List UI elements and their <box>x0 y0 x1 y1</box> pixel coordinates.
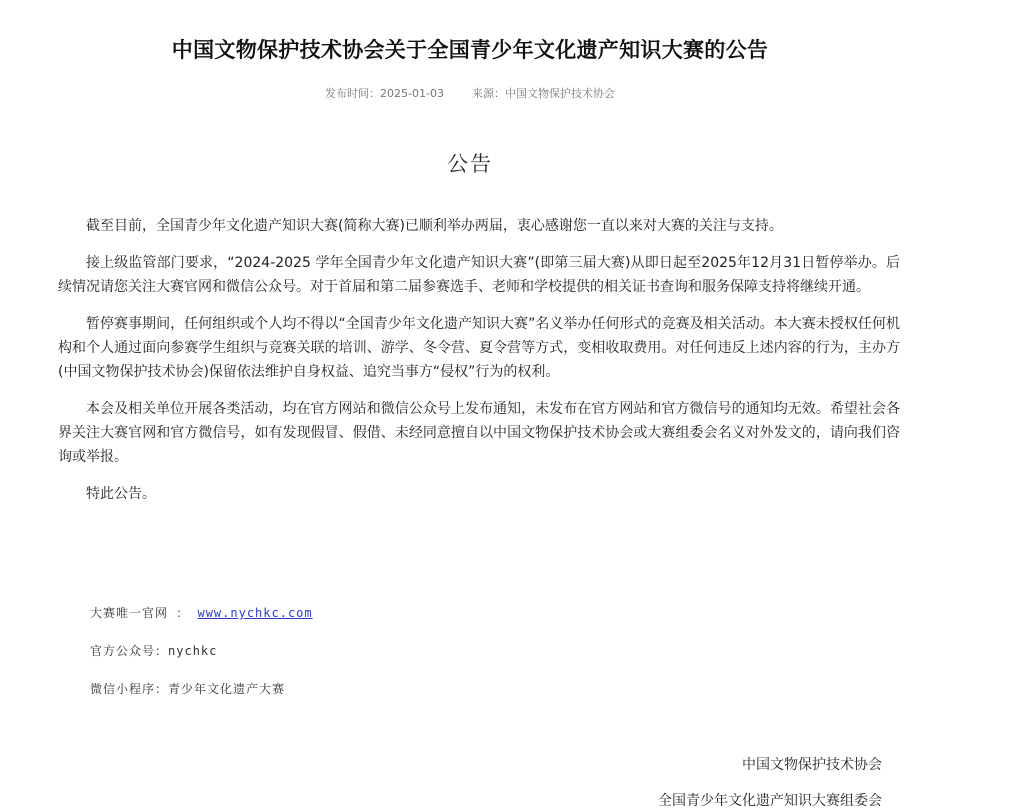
paragraph-5: 特此公告。 <box>86 486 156 502</box>
article-meta <box>0 85 940 101</box>
contact-miniprogram <box>90 680 285 697</box>
miniprogram-value: 青少年文化遗产大赛 <box>168 682 286 696</box>
signature-committee: 全国青少年文化遗产知识大赛组委会 <box>658 793 882 809</box>
website-label: 大赛唯一官网 ： <box>90 606 190 620</box>
publish-time: 发布时间：2025-01-03 <box>325 87 444 100</box>
contact-wechat <box>90 642 217 659</box>
paragraph-2: 接上级监管部门要求，“2024-2025 学年全国青少年文化遗产知识大赛”(即第三届大赛)从即日起至2025年12月31日暂停举办。后续情况请您关注大赛官网和微信公众号。对于首届和第二届参赛选手、老师和学校提供的相关证书查询和服务保障支持将继续开通。 <box>58 255 900 295</box>
paragraph-1: 截至目前，全国青少年文化遗产知识大赛(简称大赛)已顺利举办两届，衷心感谢您一直以来对大赛的关注与支持。 <box>86 218 783 234</box>
miniprogram-label: 微信小程序： <box>90 682 169 696</box>
signature-org: 中国文物保护技术协会 <box>742 757 882 773</box>
notice-body <box>58 214 900 519</box>
website-link[interactable]: www.nychkc.com <box>197 606 313 620</box>
source: 来源：中国文物保护技术协会 <box>471 87 615 100</box>
wechat-value: nychkc <box>168 644 218 658</box>
wechat-label: 官方公众号： <box>90 644 169 658</box>
notice-heading: 公告 <box>447 152 493 176</box>
paragraph-4: 本会及相关单位开展各类活动，均在官方网站和微信公众号上发布通知，未发布在官方网站和官方微信号的通知均无效。希望社会各界关注大赛官网和官方微信号，如有发现假冒、假借、未经同意擅自以中国文物保护技术协会或大赛组委会名义对外发文的，请向我们咨询或举报。 <box>58 401 900 465</box>
paragraph-3: 暂停赛事期间，任何组织或个人均不得以“全国青少年文化遗产知识大赛”名义举办任何形式的竞赛及相关活动。本大赛未授权任何机构和个人通过面向参赛学生组织与竞赛关联的培训、游学、冬令营、夏令营等方式，变相收取费用。对任何违反上述内容的行为，主办方(中国文物保护技术协会)保留依法维护自身权益、追究当事方“侵权”行为的权利。 <box>58 316 900 380</box>
contact-website <box>90 604 313 621</box>
article-title: 中国文物保护技术协会关于全国青少年文化遗产知识大赛的公告 <box>171 38 769 62</box>
